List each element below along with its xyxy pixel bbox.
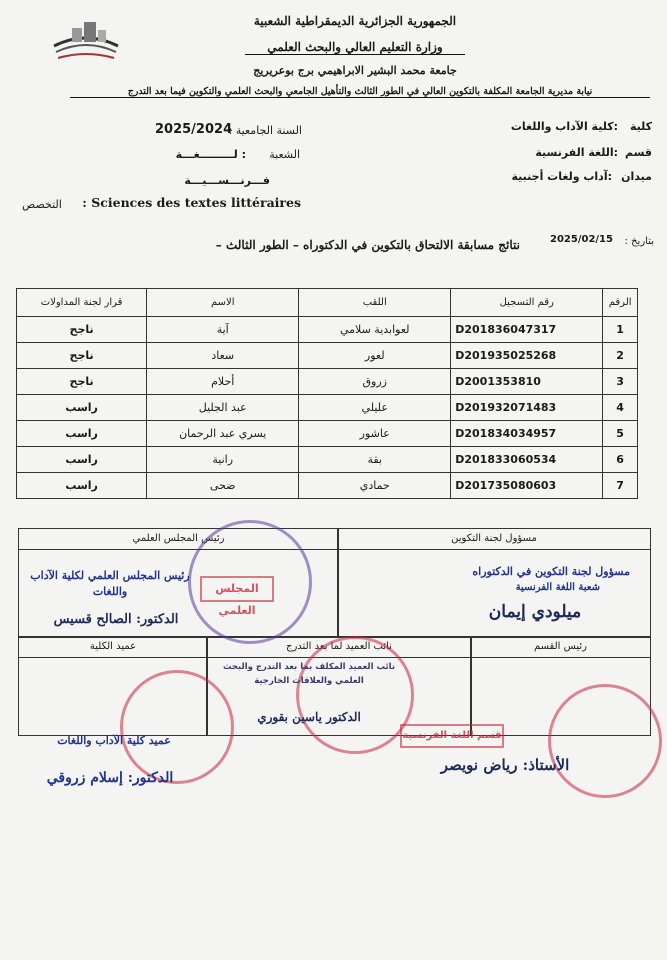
header-republic: الجمهورية الجزائرية الديمقراطية الشعبية [253,14,457,28]
department-value: :اللغة الفرنسية [535,146,618,159]
vice-dean-round-stamp [296,636,414,754]
first-name: عبد الجليل [147,395,299,421]
field-label: ميدان [621,170,652,183]
row-number: 7 [603,473,638,499]
dean-round-stamp [120,670,234,784]
academic-year-label: السنة الجامعية : [228,124,302,137]
registration-number: D201735080603 [451,473,603,499]
vice-dean-name: الدكتور ياسين بقوري [257,710,361,724]
branch-label: الشعبة [269,148,300,161]
decision: ناجح [17,317,147,343]
branch-subvalue: فـــرنـــســـيـــة [184,174,270,187]
date-value: 2025/02/15 [550,234,613,245]
scientific-council-name: الدكتور: الصالح قسيس [53,612,179,627]
academic-year-value: 2025/2024 [155,122,233,137]
vice-dean-role: نائب العميد المكلف بما بعد التدرج والبحث العلمي والعلاقات الخارجية [222,662,396,686]
registration-number: D201836047317 [451,317,603,343]
registration-number: D201834034957 [451,421,603,447]
faculty-label: كلية [629,120,652,133]
decision: راسب [17,421,147,447]
first-name: أحلام [147,369,299,395]
decision: راسب [17,447,147,473]
last-name: عليلي [299,395,451,421]
vice-dean-title: نائب العميد لما بعد التدرج [207,637,471,658]
row-number: 4 [603,395,638,421]
col-last-name: اللقب [299,289,451,317]
speciality-value: Sciences des textes littéraires : [82,195,301,210]
last-name: لعوابدية سلامي [299,317,451,343]
first-name: سعاد [147,343,299,369]
decision: راسب [17,473,147,499]
dean-role: عميد كلية الآداب واللغات [57,734,171,747]
decision: ناجح [17,369,147,395]
col-registration: رقم التسجيل [451,289,603,317]
col-decision: قرار لجنة المداولات [17,289,147,317]
table-row [17,447,638,473]
field-value: :آداب ولغات أجنبية [511,170,612,183]
table-row [17,473,638,499]
table-row [17,317,638,343]
registration-number: D201833060534 [451,447,603,473]
registration-number: D201932071483 [451,395,603,421]
university-logo [50,16,122,66]
department-label: قسم [624,146,652,159]
last-name: حمادي [299,473,451,499]
first-name: يسري عبد الرحمان [147,421,299,447]
faculty-value: :كلية الآداب واللغات [510,120,618,133]
dean-title: عميد الكلية [19,637,207,658]
first-name: ضحى [147,473,299,499]
row-number: 1 [603,317,638,343]
table-header-row [17,289,638,317]
row-number: 2 [603,343,638,369]
last-name: زروق [299,369,451,395]
department-head-name: الأستاذ: رياض نويصر [440,756,570,774]
registration-number: D2001353810 [451,369,603,395]
first-name: آية [147,317,299,343]
last-name: بقة [299,447,451,473]
header-ministry: وزارة التعليم العالي والبحث العلمي [245,40,465,55]
results-table [16,288,638,499]
department-stamp: قسم اللغة الفرنسية [400,724,504,748]
row-number: 6 [603,447,638,473]
training-committee-name: ميلودي إيمان [488,602,582,622]
last-name: عاشور [299,421,451,447]
scientific-council-role: رئيس المجلس العلمي لكلية الآداب واللغات [30,569,190,598]
header-vice-directorate: نيابة مديرية الجامعة المكلفة بالتكوين العالي في الطور الثالث والتأهيل الجامعي والبحث العلمي والتكوين فيما بعد التدرج [70,86,650,98]
first-name: رانية [147,447,299,473]
date-label: بتاريخ : [624,236,654,247]
last-name: لعور [299,343,451,369]
department-round-stamp [548,684,662,798]
speciality-label: التخصص [22,198,62,211]
scientific-council-title: رئيس المجلس العلمي [19,529,338,550]
table-row [17,395,638,421]
training-committee-branch: شعبة اللغة الفرنسية [515,582,600,593]
training-committee-role: مسؤول لجنة التكوين في الدكتوراه [472,565,630,578]
decision: ناجح [17,343,147,369]
decision: راسب [17,395,147,421]
table-row [17,343,638,369]
document-title: نتائج مسابقة الالتحاق بالتكوين في الدكتوراه – الطور الثالث – [215,238,520,252]
training-committee-title: مسؤول لجنة التكوين [338,529,650,550]
department-head-title: رئيس القسم [471,637,650,658]
col-first-name: الاسم [147,289,299,317]
row-number: 5 [603,421,638,447]
registration-number: D201935025268 [451,343,603,369]
header-university: جامعة محمد البشير الابراهيمي برج بوعريريج [253,64,457,77]
dean-name: الدكتور: إسلام زروقي [46,770,174,786]
row-number: 3 [603,369,638,395]
scientific-council-stamp: المجلس العلمي [200,576,274,602]
branch-value: : لـــــــــغـــة [175,148,246,161]
table-row [17,421,638,447]
col-number: الرقم [603,289,638,317]
table-row [17,369,638,395]
